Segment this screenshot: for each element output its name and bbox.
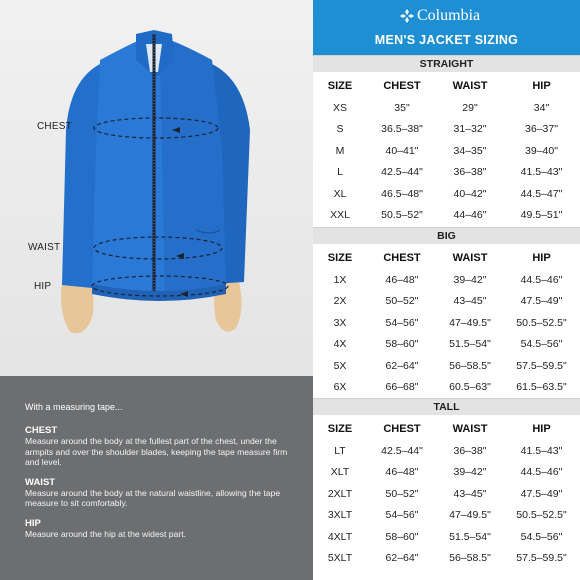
table-cell-waist: 51.5–54"	[449, 338, 491, 350]
table-cell-hip: 47.5–49"	[520, 488, 563, 500]
table-cell-size: 4XLT	[327, 531, 353, 543]
table-cell-size: 6X	[333, 381, 347, 393]
table-cell-chest: 50.5–52"	[381, 209, 423, 221]
section-band-tall: TALL	[313, 398, 580, 415]
table-cell-size: 2X	[333, 295, 347, 307]
table-cell-waist: 43–45"	[453, 295, 487, 307]
table-cell-size: S	[336, 123, 344, 135]
table-cell-hip: 57.5–59.5"	[516, 360, 567, 372]
table-cell-hip: 41.5–43"	[520, 445, 563, 457]
table-cell-size: 2XLT	[327, 488, 353, 500]
hip-instruction-text: Measure around the hip at the widest part.	[25, 528, 186, 539]
table-row	[313, 552, 580, 564]
table-cell-chest: 50–52"	[385, 295, 419, 307]
table-cell-waist: 39–42"	[453, 274, 487, 286]
table-cell-chest: 58–60"	[385, 531, 419, 543]
table-cell-waist: 34–35"	[453, 145, 487, 157]
column-header-waist: WAIST	[452, 80, 488, 92]
table-cell-hip: 54.5–56"	[520, 338, 563, 350]
table-row	[313, 466, 580, 478]
table-row	[313, 531, 580, 543]
column-header-hip: HIP	[532, 80, 551, 92]
table-cell-waist: 44–46"	[453, 209, 487, 221]
table-cell-chest: 35"	[394, 102, 410, 114]
table-row	[313, 209, 580, 221]
logo-text: Columbia	[417, 7, 481, 24]
table-cell-waist: 47–49.5"	[449, 509, 491, 521]
hip-instruction-title: HIP	[25, 517, 41, 529]
size-chart	[313, 0, 580, 580]
table-cell-waist: 47–49.5"	[449, 317, 491, 329]
table-row	[313, 488, 580, 500]
chest-instruction-text: Measure around the body at the fullest part of the chest, under the armpits and over the shoulder blades, keeping the tape measure firm and level.	[25, 436, 288, 467]
waist-instruction-title: WAIST	[25, 476, 56, 488]
table-cell-waist: 56–58.5"	[449, 360, 491, 372]
table-cell-waist: 60.5–63"	[449, 381, 491, 393]
table-cell-waist: 51.5–54"	[449, 531, 491, 543]
table-cell-hip: 44.5–46"	[520, 466, 563, 478]
table-cell-chest: 54–56"	[385, 317, 419, 329]
table-cell-size: L	[337, 166, 343, 178]
waist-label: WAIST	[28, 242, 61, 253]
table-cell-hip: 47.5–49"	[520, 295, 563, 307]
table-row	[313, 102, 580, 114]
table-cell-hip: 41.5–43"	[520, 166, 563, 178]
table-cell-hip: 57.5–59.5"	[516, 552, 567, 564]
table-row	[313, 445, 580, 457]
table-header-row	[313, 423, 580, 435]
table-cell-size: 1X	[333, 274, 347, 286]
table-cell-hip: 39–40"	[525, 145, 558, 157]
table-cell-hip: 44.5–47"	[520, 188, 563, 200]
table-cell-size: XL	[333, 188, 347, 200]
measuring-instructions	[0, 376, 313, 580]
column-header-size: SIZE	[327, 252, 353, 264]
table-row	[313, 295, 580, 307]
table-cell-chest: 40–41"	[385, 145, 419, 157]
jacket-illustration	[0, 0, 313, 376]
table-cell-waist: 56–58.5"	[449, 552, 491, 564]
column-header-chest: CHEST	[383, 423, 421, 435]
columbia-logo	[400, 7, 480, 25]
column-header-waist: WAIST	[452, 423, 488, 435]
table-cell-size: M	[335, 145, 345, 157]
table-row	[313, 166, 580, 178]
waist-instruction-text: Measure around the body at the natural waistline, allowing the tape measure to sit comfortably.	[25, 487, 281, 508]
table-header-row	[313, 80, 580, 92]
table-row	[313, 123, 580, 135]
column-header-chest: CHEST	[383, 252, 421, 264]
column-header-hip: HIP	[532, 252, 551, 264]
table-row	[313, 381, 580, 393]
table-cell-chest: 58–60"	[385, 338, 419, 350]
table-cell-size: LT	[334, 445, 346, 457]
table-cell-waist: 31–32"	[453, 123, 487, 135]
table-cell-hip: 44.5–46"	[520, 274, 563, 286]
table-row	[313, 188, 580, 200]
table-cell-chest: 42.5–44"	[381, 166, 423, 178]
brand-header	[313, 0, 580, 55]
section-band-big: BIG	[313, 227, 580, 244]
table-cell-waist: 39–42"	[453, 466, 487, 478]
table-cell-chest: 54–56"	[385, 509, 419, 521]
column-header-hip: HIP	[532, 423, 551, 435]
table-cell-chest: 42.5–44"	[381, 445, 423, 457]
table-cell-size: XXL	[330, 209, 350, 221]
instructions-lead: With a measuring tape...	[25, 402, 123, 412]
table-cell-size: XLT	[330, 466, 350, 478]
table-header-row	[313, 252, 580, 264]
table-row	[313, 338, 580, 350]
table-cell-hip: 54.5–56"	[520, 531, 563, 543]
column-header-waist: WAIST	[452, 252, 488, 264]
table-cell-chest: 50–52"	[385, 488, 419, 500]
table-cell-chest: 36.5–38"	[381, 123, 423, 135]
table-cell-waist: 43–45"	[453, 488, 487, 500]
table-cell-chest: 62–64"	[385, 360, 419, 372]
table-row	[313, 509, 580, 521]
table-cell-size: 5XLT	[327, 552, 353, 564]
table-cell-chest: 62–64"	[385, 552, 419, 564]
table-cell-size: 4X	[333, 338, 347, 350]
table-cell-chest: 46.5–48"	[381, 188, 423, 200]
table-cell-hip: 50.5–52.5"	[516, 317, 567, 329]
table-cell-size: 3X	[333, 317, 347, 329]
diamond-logo-icon	[400, 9, 414, 23]
chest-instruction-title: CHEST	[25, 425, 58, 436]
table-row	[313, 145, 580, 157]
table-cell-waist: 36–38"	[453, 445, 487, 457]
table-row	[313, 317, 580, 329]
table-cell-waist: 40–42"	[453, 188, 487, 200]
table-cell-size: 3XLT	[327, 509, 353, 521]
table-cell-hip: 34"	[533, 102, 550, 114]
table-row	[313, 360, 580, 372]
table-cell-hip: 49.5–51"	[520, 209, 563, 221]
table-cell-size: 5X	[333, 360, 347, 372]
table-cell-chest: 46–48"	[385, 274, 419, 286]
jacket-figure-graphic	[0, 0, 313, 376]
column-header-size: SIZE	[327, 80, 353, 92]
table-cell-chest: 66–68"	[385, 381, 419, 393]
table-cell-waist: 29"	[462, 102, 478, 114]
table-cell-hip: 61.5–63.5"	[516, 381, 567, 393]
section-band-straight: STRAIGHT	[313, 55, 580, 72]
page-title: MEN'S JACKET SIZING	[374, 33, 519, 47]
column-header-size: SIZE	[327, 423, 353, 435]
column-header-chest: CHEST	[383, 80, 421, 92]
table-cell-chest: 46–48"	[385, 466, 419, 478]
chest-label: CHEST	[37, 121, 72, 132]
table-cell-waist: 36–38"	[453, 166, 487, 178]
table-cell-hip: 36–37"	[525, 123, 558, 135]
table-cell-size: XS	[332, 102, 347, 114]
hip-label: HIP	[34, 281, 52, 292]
table-cell-hip: 50.5–52.5"	[516, 509, 567, 521]
table-row	[313, 274, 580, 286]
